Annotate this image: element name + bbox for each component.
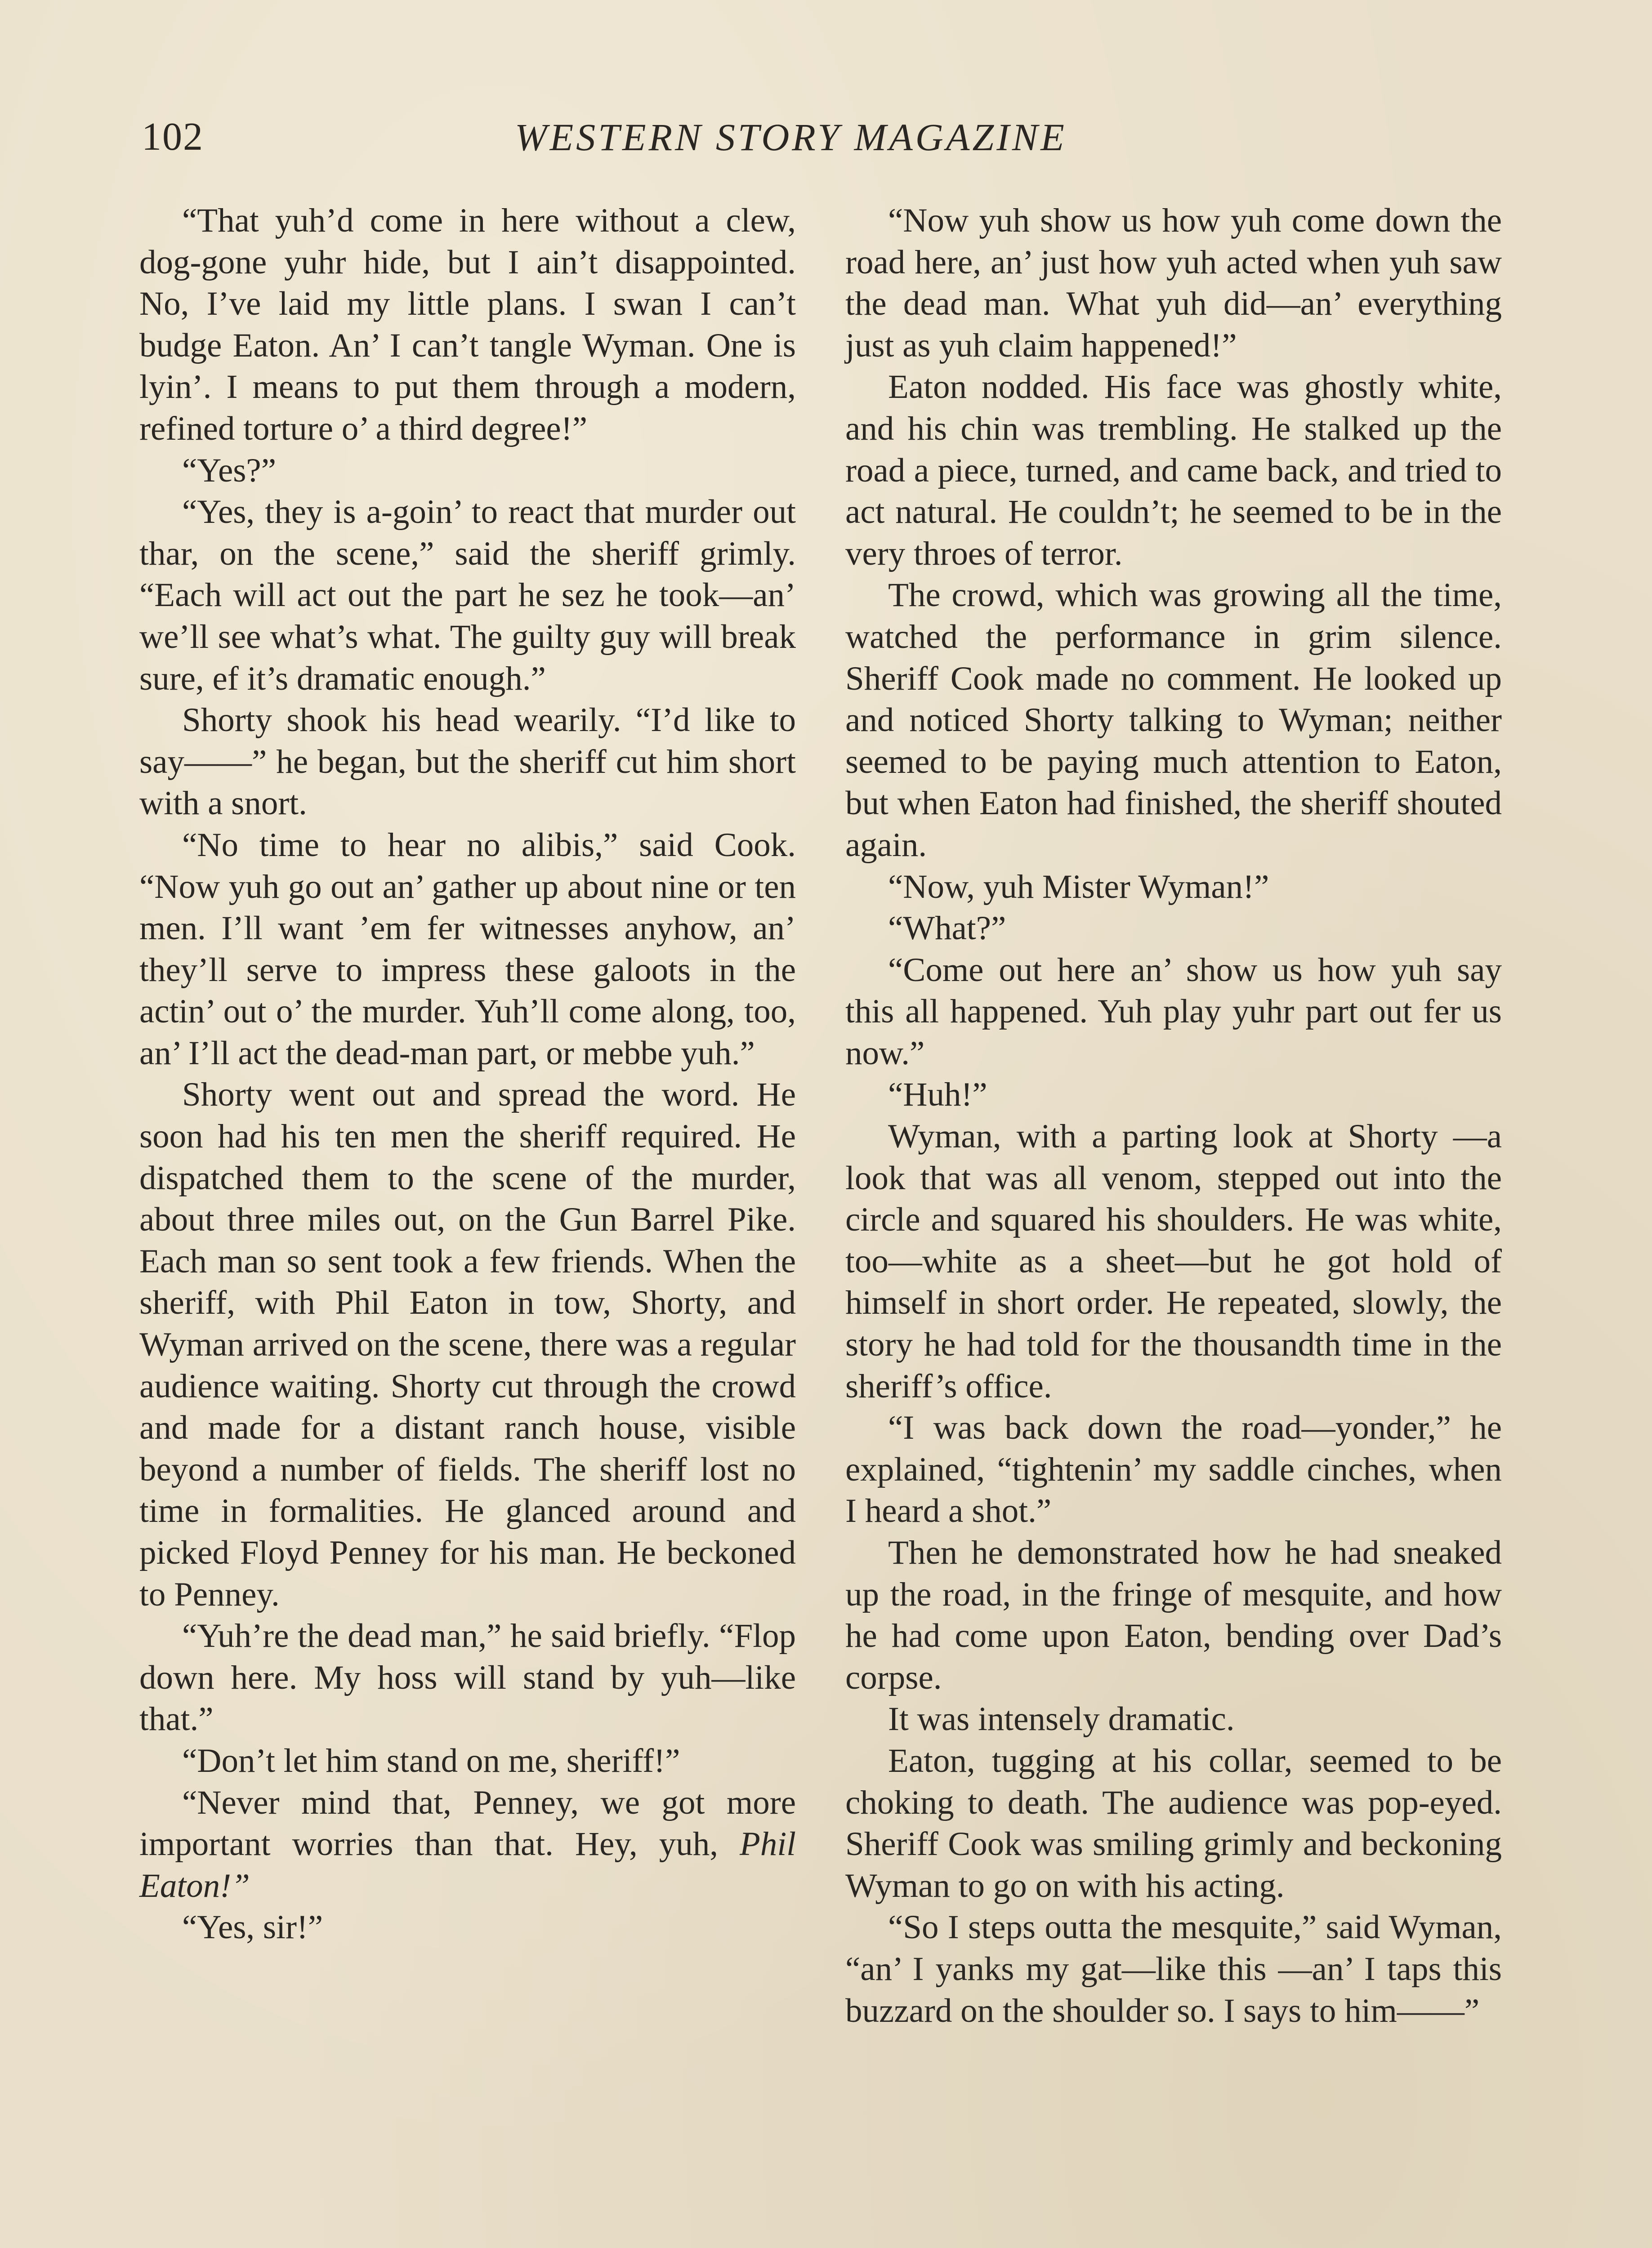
paragraph: “Huh!”	[888, 1076, 987, 1114]
paragraph: “Yes, they is a-goin’ to react that murder out thar, on the scene,” said the sheriff grimly. “Each will act out the part he sez he took—an’ we’ll see what’s what. The guilty guy will break sure, ef it’s dramatic enough.”	[139, 493, 796, 697]
paragraph: “Come out here an’ show us how yuh say this all happened. Yuh play yuhr part out fer us now.”	[845, 951, 1502, 1072]
paragraph: “Now yuh show us how yuh come down the road here, an’ just how yuh acted when yuh saw the dead man. What yuh did—an’ everything just as yuh claim happened!”	[845, 202, 1502, 364]
paragraph: “Yes?”	[182, 451, 276, 489]
paragraph: “What?”	[888, 910, 1006, 947]
paragraph: “I was back down the road—yonder,” he explained, “tightenin’ my saddle cinches, when I heard a shot.”	[845, 1409, 1502, 1530]
paragraph: “No time to hear no alibis,” said Cook. “Now yuh go out an’ gather up about nine or ten men. I’ll want ’em fer witnesses anyhow, an’ they’ll serve to impress these galoots in the actin’ out o’ the murder. Yuh’ll come along, too, an’ I’ll act the dead-man part, or mebbe yuh.”	[139, 826, 796, 1072]
paragraph: Eaton, tugging at his collar, seemed to be choking to death. The audience was pop-eyed. Sheriff Cook was smiling grimly and beckoning Wyman to go on with his acting.	[845, 1742, 1502, 1905]
paragraph: “So I steps outta the mesquite,” said Wyman, “an’ I yanks my gat—like this —an’ I taps this buzzard on the shoulder so. I says to him——”	[845, 1909, 1502, 2029]
left-column	[139, 200, 796, 1949]
paragraph: Then he demonstrated how he had sneaked up the road, in the fringe of mesquite, and how he had come upon Eaton, bending over Dad’s corpse.	[845, 1534, 1502, 1696]
right-column	[845, 200, 1502, 2032]
paragraph: “Yuh’re the dead man,” he said briefly. “Flop down here. My hoss will stand by yuh—like that.”	[139, 1617, 796, 1738]
running-title: WESTERN STORY MAGAZINE	[515, 116, 1067, 159]
paragraph: Wyman, with a parting look at Shorty —a look that was all venom, stepped out into the circle and squared his shoulders. He was white, too—white as a sheet—but he got hold of himself in short order. He repeated, slowly, the story he had told for the thousandth time in the sheriff’s office.	[845, 1118, 1502, 1405]
page-header	[142, 115, 1131, 164]
paragraph: The crowd, which was growing all the time, watched the performance in grim silence. Sheriff Cook made no comment. He looked up and noticed Shorty talking to Wyman; neither seemed to be paying much attention to Eaton, but when Eaton had finished, the sheriff shouted again.	[845, 576, 1502, 864]
paragraph: “Don’t let him stand on me, sheriff!”	[182, 1742, 680, 1780]
paragraph-text: “Never mind that, Penney, we got more important worries than that. Hey, yuh,	[139, 1784, 796, 1863]
paragraph: “Yes, sir!”	[182, 1909, 323, 1946]
paragraph: “Now, yuh Mister Wyman!”	[888, 868, 1269, 905]
paragraph: It was intensely dramatic.	[888, 1700, 1235, 1738]
page-number: 102	[142, 115, 204, 159]
paragraph	[139, 1782, 796, 1907]
paragraph: Shorty went out and spread the word. He soon had his ten men the sheriff required. He dispatched them to the scene of the murder, about three miles out, on the Gun Barrel Pike. Each man so sent took a few friends. When the sheriff, with Phil Eaton in tow, Shorty, and Wyman arrived on the scene, there was a regular audience waiting. Shorty cut through the crowd and made for a distant ranch house, visible beyond a number of fields. The sheriff lost no time in formalities. He glanced around and picked Floyd Penney for his man. He beckoned to Penney.	[139, 1076, 796, 1613]
italic-name: Phil Eaton!”	[139, 1825, 796, 1905]
paragraph: Eaton nodded. His face was ghostly white, and his chin was trembling. He stalked up the road a piece, turned, and came back, and tried to act natural. He couldn’t; he seemed to be in the very throes of terror.	[845, 368, 1502, 572]
paragraph: Shorty shook his head wearily. “I’d like to say——” he began, but the sheriff cut him short with a snort.	[139, 701, 796, 822]
paragraph: “That yuh’d come in here without a clew, dog-gone yuhr hide, but I ain’t disappointed. No, I’ve laid my little plans. I swan I can’t budge Eaton. An’ I can’t tangle Wyman. One is lyin’. I means to put them through a modern, refined torture o’ a third degree!”	[139, 202, 796, 447]
